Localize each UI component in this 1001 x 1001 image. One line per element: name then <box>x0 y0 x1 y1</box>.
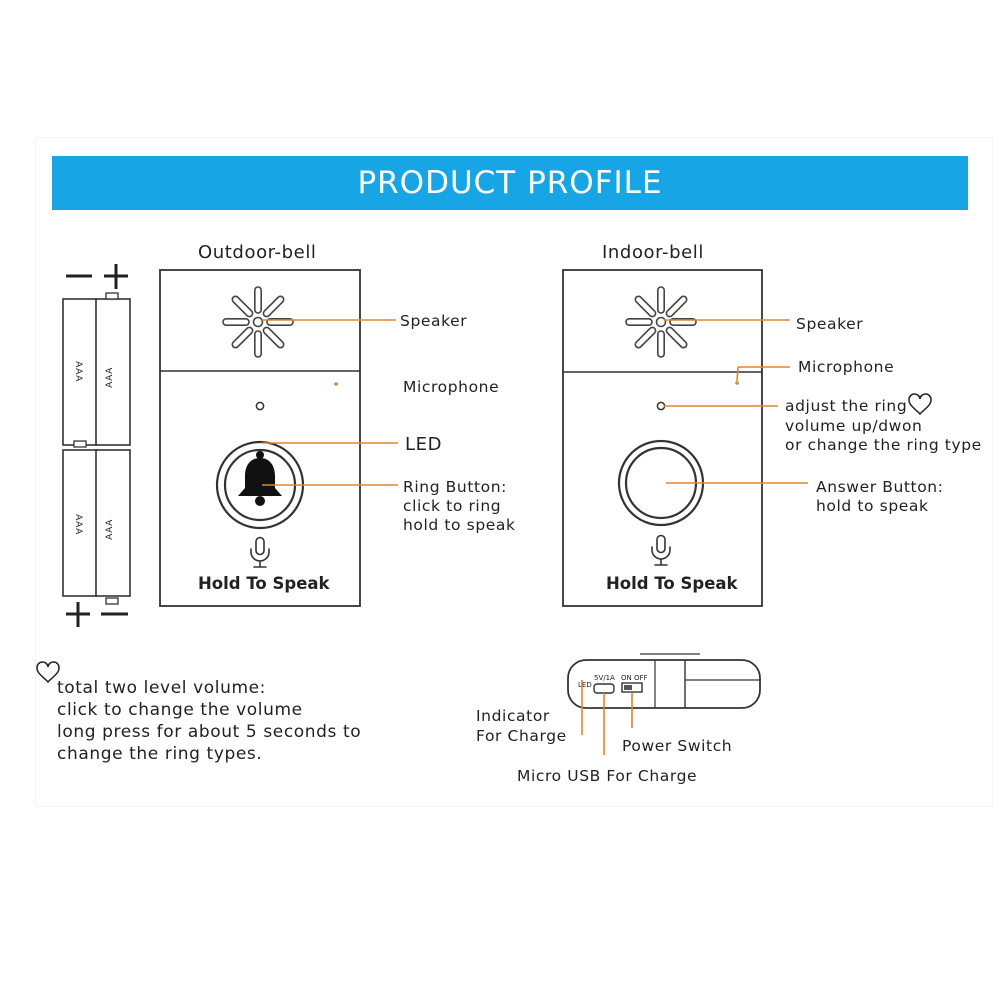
volume-note-line: total two level volume: <box>57 678 266 698</box>
power-switch-label: Power Switch <box>622 737 733 755</box>
indoor-bell-heading: Indoor-bell <box>602 242 705 263</box>
volume-note-line: click to change the volume <box>57 700 303 720</box>
indoor-microphone-label: Microphone <box>798 358 895 376</box>
port-label-led: LED <box>578 681 592 689</box>
indicator-label-1: Indicator <box>476 707 550 725</box>
indoor-hold-to-speak: Hold To Speak <box>606 574 738 593</box>
outdoor-speaker-label: Speaker <box>400 312 468 330</box>
outdoor-bell-heading: Outdoor-bell <box>198 242 317 263</box>
page-title: PRODUCT PROFILE <box>357 165 663 201</box>
answer-button-label-2: hold to speak <box>816 497 929 515</box>
heart-icon-indoor <box>909 394 931 414</box>
adjust-label-1: adjust the ring <box>785 397 908 415</box>
battery-cell-label: AAA <box>104 519 115 540</box>
adjust-label-3: or change the ring type <box>785 436 982 454</box>
answer-button-label-1: Answer Button: <box>816 478 944 496</box>
port-label-off: OFF <box>634 674 648 682</box>
volume-note-line: change the ring types. <box>57 744 263 764</box>
micro-usb-label: Micro USB For Charge <box>517 767 698 785</box>
indoor-speaker-label: Speaker <box>796 315 864 333</box>
outdoor-led-label: LED <box>405 434 443 455</box>
ring-button-label-3: hold to speak <box>403 516 516 534</box>
ring-button-label-1: Ring Button: <box>403 478 508 496</box>
outdoor-microphone-label: Microphone <box>403 378 500 396</box>
port-label-usb: 5V/1A <box>594 674 615 682</box>
heart-icon <box>37 662 59 682</box>
outdoor-hold-to-speak: Hold To Speak <box>198 574 330 593</box>
indicator-label-2: For Charge <box>476 727 567 745</box>
adjust-label-2: volume up/dwon <box>785 417 923 435</box>
battery-cell-label: AAA <box>72 514 83 535</box>
battery-pack <box>63 293 130 604</box>
battery-cell-label: AAA <box>72 361 83 382</box>
battery-cell-label: AAA <box>104 367 115 388</box>
port-label-on: ON <box>621 674 632 682</box>
ring-button-label-2: click to ring <box>403 497 502 515</box>
volume-note-line: long press for about 5 seconds to <box>57 722 362 742</box>
